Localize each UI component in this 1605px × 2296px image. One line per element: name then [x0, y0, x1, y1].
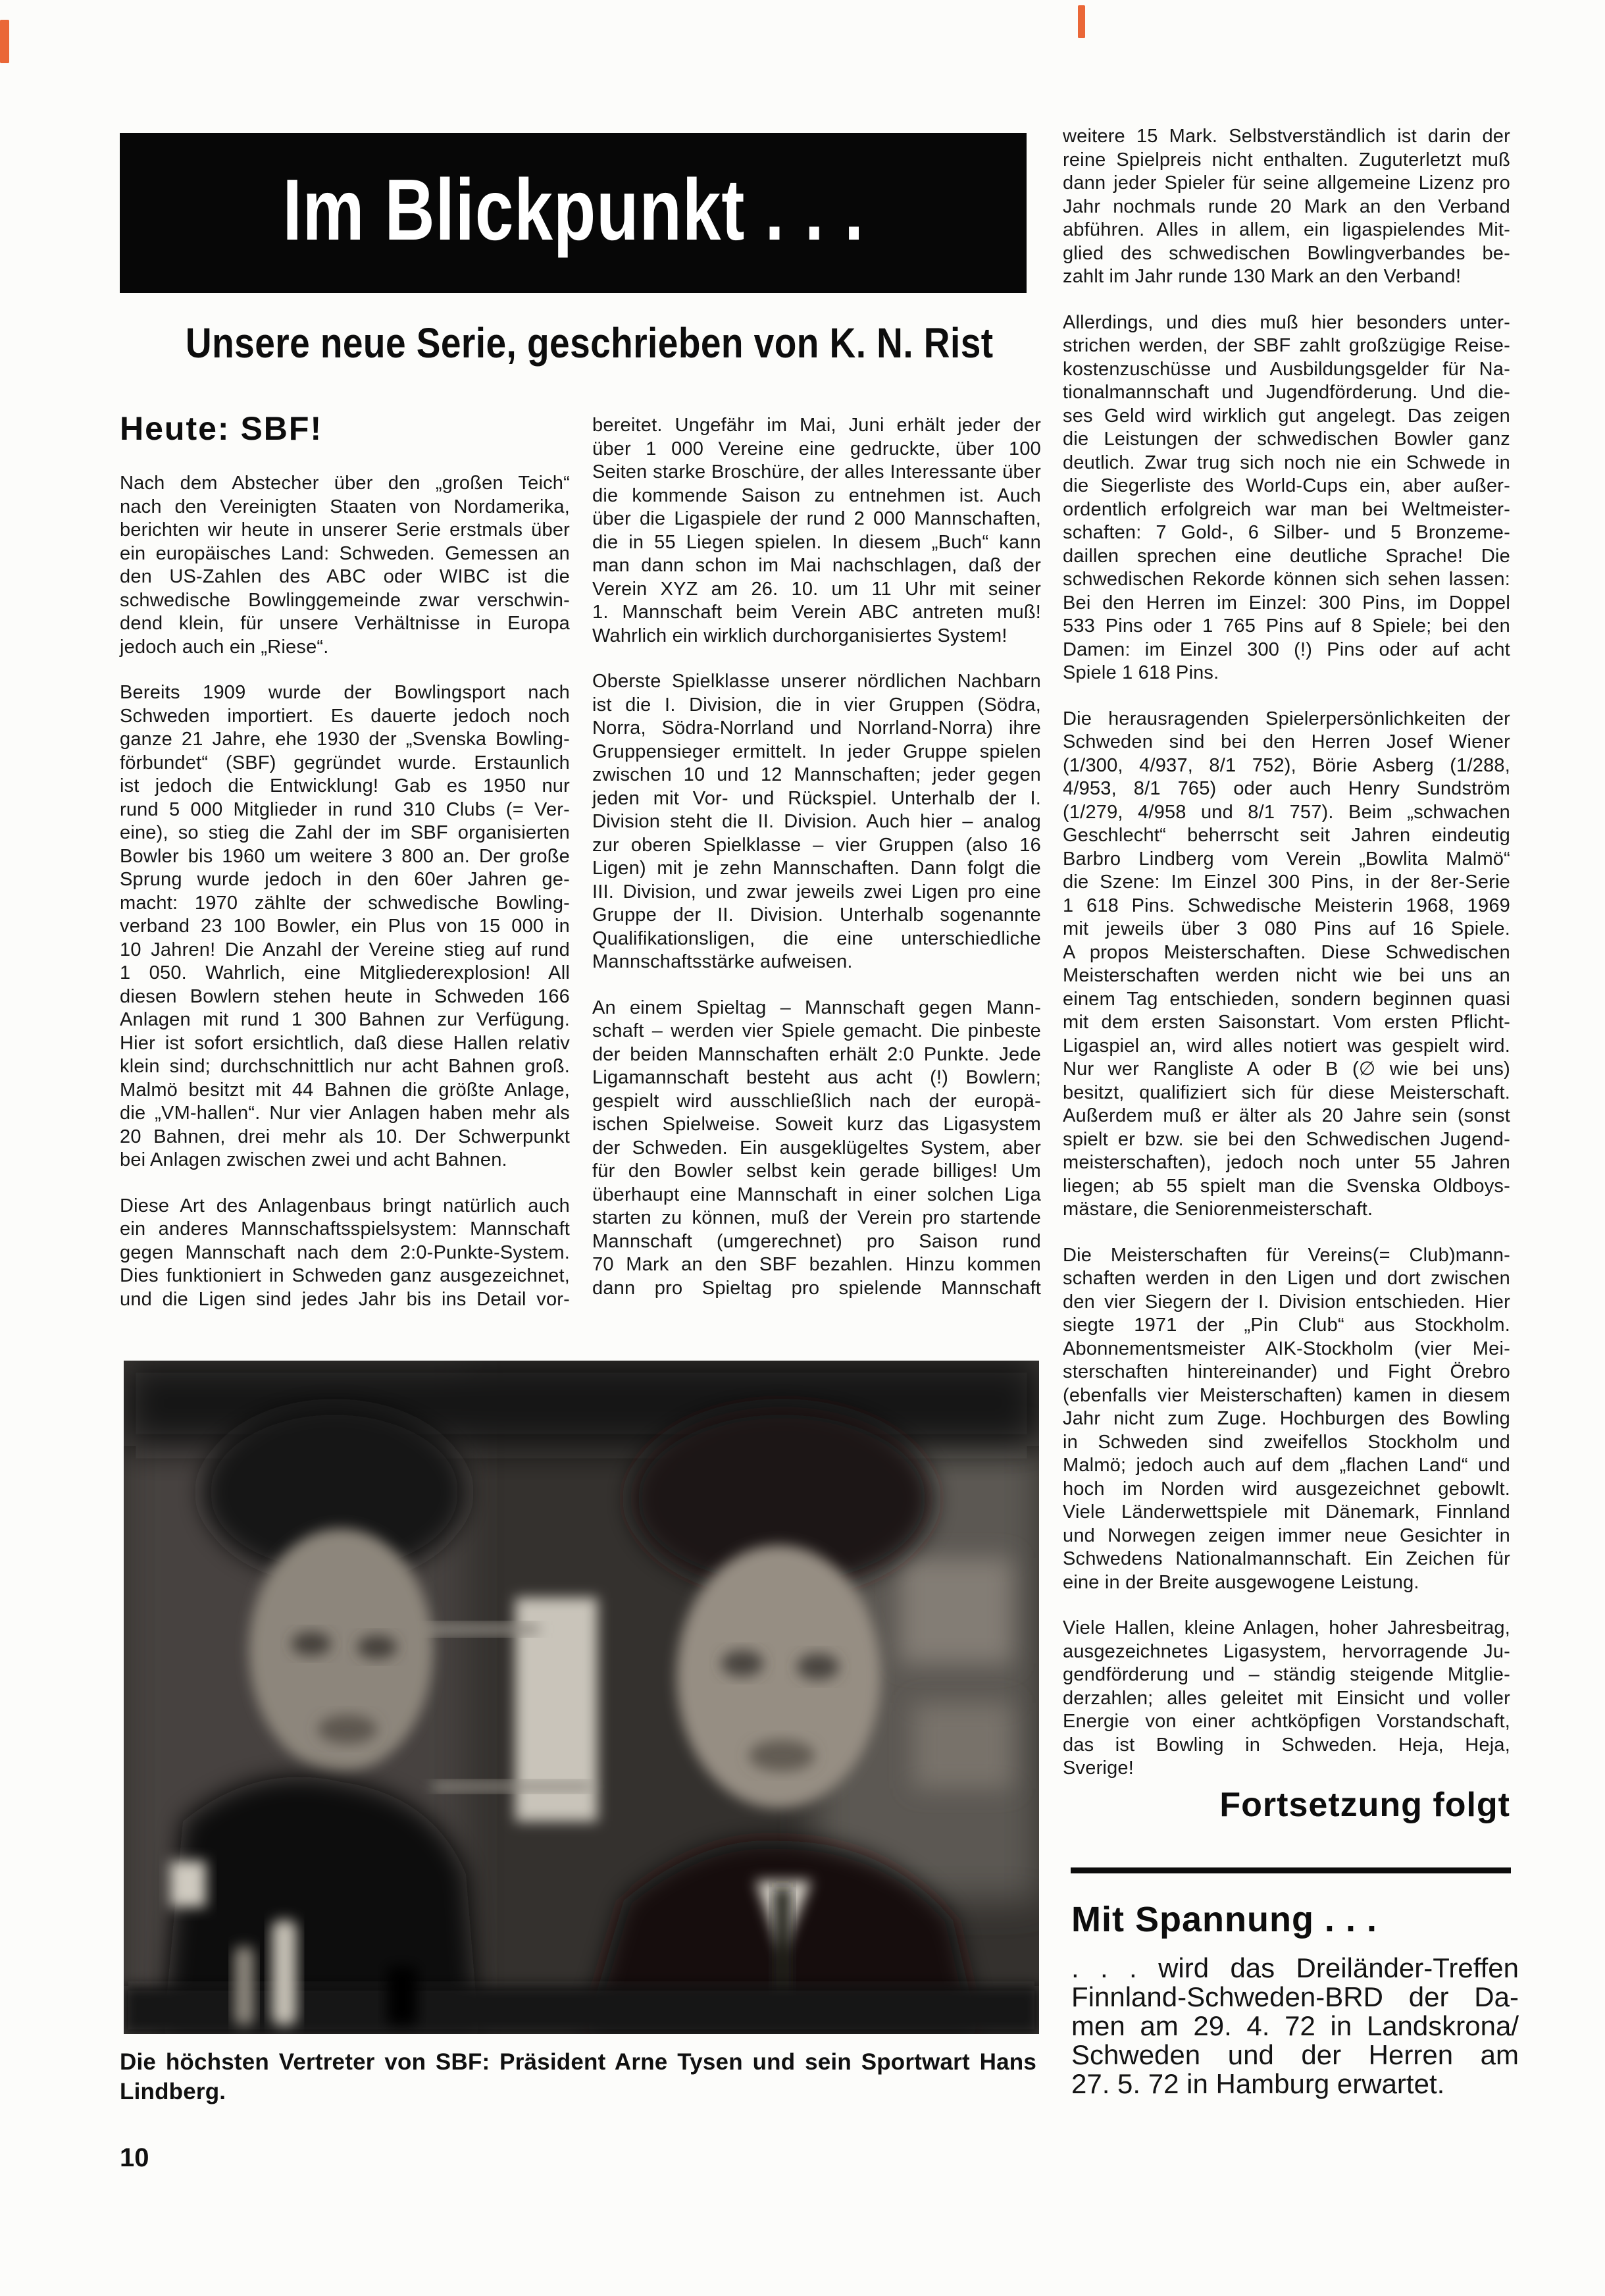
- text-line: meisterschaften), jedoch noch unter 55 Jahren: [1063, 1152, 1510, 1173]
- text-line: Verein XYZ am 26. 10. um 11 Uhr mit seiner: [592, 578, 1041, 600]
- text-line: diesen Bowlern stehen heute in Schweden 166: [120, 985, 570, 1007]
- series-subtitle: [120, 319, 1027, 367]
- text-line: ischen Spielweise. Soweit kurz das Ligasystem: [592, 1114, 1041, 1135]
- text-line: hoch im Norden wird ausgezeichnet gebowlt.: [1063, 1478, 1510, 1500]
- text-line: ses Geld wird wirklich gut angelegt. Das zeigen: [1063, 405, 1510, 427]
- text-line: Ligen) mit je zehn Mannschaften. Dann folgt die: [592, 858, 1041, 879]
- text-line: die Siegerliste des World-Cups ein, aber außer-: [1063, 475, 1510, 496]
- text-line: sterschaften hintereinander) und Fight Örebro: [1063, 1361, 1510, 1382]
- text-line: förbundet“ (SBF) gegründet wurde. Erstaunlich: [120, 752, 570, 773]
- text-line: A propos Meisterschaften. Diese Schwedischen: [1063, 941, 1510, 963]
- text-line: dann pro Spieltag pro spielende Mannschaft: [592, 1277, 1041, 1299]
- text-line: 1. Mannschaft beim Verein ABC antreten muß!: [592, 602, 1041, 623]
- text-line: Außerdem muß er älter als 20 Jahre sein (sonst: [1063, 1105, 1510, 1126]
- scan-mark-left: [0, 20, 9, 63]
- section-divider: [1071, 1867, 1511, 1873]
- text-line: 533 Pins oder 1 765 Pins auf 8 Spiele; bei den: [1063, 615, 1510, 637]
- text-line: Hier ist sofort ersichtlich, daß diese Hallen relativ: [120, 1032, 570, 1054]
- text-line: 70 Mark an den SBF bezahlen. Hinzu kommen: [592, 1254, 1041, 1275]
- text-line: jedoch auch ein „Riese“.: [120, 636, 329, 658]
- text-line: dend klein, für unsere Verhältnisse in Europa: [120, 613, 570, 634]
- text-line: glied des schwedischen Bowlingverbandes be-: [1063, 242, 1510, 264]
- article-heading: Heute: SBF!: [120, 410, 323, 447]
- text-line: tionalmannschaft und Jugendförderung. Und die-: [1063, 382, 1510, 403]
- text-line: gespielt wird ausschließlich nach der europä-: [592, 1090, 1041, 1112]
- text-line: 20 Bahnen, drei mehr als 10. Der Schwerpunkt: [120, 1126, 570, 1147]
- paragraph: [120, 1195, 570, 1312]
- text-line: Malmö besitzt mit 44 Bahnen die größte Anlage,: [120, 1079, 570, 1101]
- text-line: ganze 21 Jahre, ehe 1930 der „Svenska Bowling-: [120, 729, 570, 750]
- text-line: Damen: im Einzel 300 (!) Pins oder auf acht: [1063, 639, 1510, 660]
- text-line: Sverige!: [1063, 1758, 1134, 1779]
- text-line: Bereits 1909 wurde der Bowlingsport nach: [120, 682, 570, 703]
- text-line: Die höchsten Vertreter von SBF: Präsident Arne Tysen und sein Sportwart Hans: [120, 2049, 1036, 2075]
- text-line: und Norwegen zeigen immer neue Gesichter in: [1063, 1525, 1510, 1546]
- text-line: bei Anlagen zwischen zwei und acht Bahnen.: [120, 1149, 507, 1170]
- text-line: Norra, Södra-Norrland und Norrland-Norra) ihre: [592, 718, 1041, 739]
- text-line: 4/953, 8/1 765) oder auch Henry Sundström: [1063, 778, 1510, 799]
- text-line: eine), so stieg die Zahl der im SBF organisierten: [120, 822, 570, 843]
- series-banner-title: Im Blickpunkt . . .: [282, 161, 864, 258]
- paragraph: [120, 472, 570, 659]
- text-line: in Schweden sind zweifellos Stockholm und: [1063, 1431, 1510, 1453]
- paragraph: [592, 670, 1041, 974]
- text-line: Bei den Herren im Einzel: 300 Pins, im Doppel: [1063, 592, 1510, 613]
- text-line: Die Meisterschaften für Vereins(= Club)mann-: [1063, 1244, 1510, 1266]
- text-line: Nach dem Abstecher über den „großen Teich“: [120, 473, 570, 494]
- text-line: zahlt im Jahr runde 130 Mark an den Verband!: [1063, 266, 1462, 287]
- article-photo: [124, 1361, 1039, 2034]
- text-line: ordentlich erfolgreich war man bei Weltmeister-: [1063, 498, 1510, 520]
- continuation-note: Fortsetzung folgt: [1219, 1786, 1510, 1824]
- teaser-heading: Mit Spannung . . .: [1071, 1900, 1377, 1939]
- text-line: verband 23 100 Bowler, ein Plus von 15 000 in: [120, 916, 570, 937]
- text-line: . . . wird das Dreiländer-Treffen: [1071, 1952, 1519, 1983]
- text-line: für den Bowler selbst kein gerade billiges! Um: [592, 1161, 1041, 1182]
- text-line: Gruppe der II. Division. Unterhalb sogenannte: [592, 904, 1041, 926]
- teaser-body: [1071, 1954, 1519, 2099]
- text-line: Sprung wurde jedoch in den 60er Jahren ge-: [120, 869, 570, 890]
- page-number: 10: [120, 2143, 149, 2172]
- text-line: man dann schon im Mai nachschlagen, daß der: [592, 555, 1041, 576]
- text-line: gendförderung und – ständig steigende Mitglie-: [1063, 1664, 1510, 1685]
- text-line: (1/300, 4/937, 8/1 752), Börie Asberg (1/288,: [1063, 754, 1510, 776]
- text-line: Mannschaft (umgerechnet) pro Saison rund: [592, 1230, 1041, 1252]
- text-line: Jahr nicht zum Zuge. Hochburgen des Bowling: [1063, 1408, 1510, 1429]
- text-line: Qualifikationsligen, die eine unterschiedliche: [592, 927, 1041, 949]
- text-line: siegte 1971 der „Pin Club“ aus Stockholm.: [1063, 1315, 1510, 1336]
- text-line: die „VM-hallen“. Nur vier Anlagen haben mehr als: [120, 1103, 570, 1124]
- line-group: [120, 2047, 1036, 2106]
- text-line: die in 55 Liegen spielen. In diesem „Buch“ kann: [592, 531, 1041, 553]
- text-line: mit dem ersten Saisonstart. Vom ersten Pflicht-: [1063, 1012, 1510, 1033]
- text-line: der Schweden. Ein ausgeklügeltes System, aber: [592, 1137, 1041, 1159]
- text-line: 27. 5. 72 in Hamburg erwartet.: [1071, 2068, 1445, 2099]
- text-line: jeden mit Vor- und Rückspiel. Unterhalb der I.: [592, 787, 1041, 809]
- text-line: schwedische Bowlinggemeinde zwar verschwin-: [120, 589, 570, 611]
- text-line: Abonnementsmeister AIK-Stockholm (vier Mei-: [1063, 1338, 1510, 1359]
- text-line: daillen sprechen eine deutliche Sprache! Die: [1063, 545, 1510, 567]
- photo-caption: [120, 2047, 1036, 2106]
- text-line: 10 Jahren! Die Anzahl der Vereine stieg auf rund: [120, 939, 570, 960]
- text-line: einem Tag entschieden, sondern beginnen quasi: [1063, 988, 1510, 1010]
- text-line: Division steht die II. Division. Auch hier – analog: [592, 811, 1041, 832]
- text-line: Schwedens Nationalmannschaft. Ein Zeichen für: [1063, 1548, 1510, 1569]
- text-line: dann jeder Spieler für seine allgemeine Lizenz pro: [1063, 172, 1510, 194]
- text-line: Anlagen mit rund 1 300 Bahnen zur Verfügung.: [120, 1009, 570, 1030]
- text-line: Barbro Lindberg vom Verein „Bowlita Malmö“: [1063, 848, 1510, 870]
- text-line: die kommende Saison zu entnehmen ist. Auch: [592, 484, 1041, 506]
- text-line: An einem Spieltag – Mannschaft gegen Mann-: [592, 997, 1041, 1018]
- article-column-1: [120, 472, 570, 1311]
- text-line: ist jedoch die Entwicklung! Gab es 1950 nur: [120, 775, 570, 796]
- text-line: men am 29. 4. 72 in Landskrona/: [1071, 2010, 1519, 2041]
- text-line: spielt er bzw. sie bei den Schwedischen Jugend-: [1063, 1128, 1510, 1150]
- text-line: das ist Bowling in Schweden. Heja, Heja,: [1063, 1734, 1510, 1756]
- text-line: Schweden sind bei den Herren Josef Wiener: [1063, 731, 1510, 752]
- text-line: Mannschaftsstärke aufweisen.: [592, 951, 853, 972]
- text-line: nach den Vereinigten Staaten von Nordamerika,: [120, 496, 570, 517]
- text-line: den US-Zahlen des ABC oder WIBC ist die: [120, 566, 570, 587]
- text-line: weitere 15 Mark. Selbstverständlich ist darin der: [1063, 126, 1510, 147]
- paragraph: [1063, 1244, 1510, 1595]
- text-line: abführen. Alles in allem, ein ligaspielendes Mit-: [1063, 219, 1510, 240]
- text-line: Seiten starke Broschüre, der alles Interessante über: [592, 461, 1041, 483]
- text-line: liegen; ab 55 spielt man die Svenska Oldboys-: [1063, 1175, 1510, 1197]
- text-line: Diese Art des Anlagenbaus bringt natürlich auch: [120, 1195, 570, 1216]
- scan-mark-top: [1078, 5, 1085, 38]
- text-line: berichten wir heute in unserer Serie erstmals über: [120, 519, 570, 540]
- text-line: Viele Hallen, kleine Anlagen, hoher Jahresbeitrag,: [1063, 1617, 1510, 1638]
- text-line: gegen Mannschaft nach dem 2:0-Punkte-System.: [120, 1241, 570, 1263]
- text-line: Wahrlich ein wirklich durchorganisiertes System!: [592, 625, 1007, 646]
- text-line: der beiden Mannschaften erhält 2:0 Punkte. Jede: [592, 1043, 1041, 1065]
- text-line: (1/279, 4/958 und 8/1 757). Beim „schwachen: [1063, 801, 1510, 823]
- text-line: (ebenfalls vier Meisterschaften) kamen in diesem: [1063, 1384, 1510, 1406]
- text-line: Nur wer Rangliste A oder B (∅ wie bei uns): [1063, 1058, 1510, 1080]
- paragraph: [120, 681, 570, 1172]
- text-line: mästare, die Seniorenmeisterschaft.: [1063, 1199, 1373, 1220]
- article-column-2: [592, 414, 1041, 1300]
- series-subtitle-text: Unsere neue Serie, geschrieben von K. N. Rist: [185, 319, 994, 367]
- text-line: die Szene: Im Einzel 300 Pins, in der 8er-Serie: [1063, 872, 1510, 893]
- text-line: Schweden und der Herren am: [1071, 2039, 1519, 2070]
- text-line: Energie von einer achtköpfigen Vorstandschaft,: [1063, 1711, 1510, 1732]
- text-line: Lindberg.: [120, 2079, 226, 2104]
- text-line: Gruppensieger ermittelt. In jeder Gruppe spielen: [592, 741, 1041, 762]
- photo-illustration: [124, 1361, 1039, 2034]
- text-line: III. Division, und zwar jeweils zwei Ligen pro eine: [592, 881, 1041, 902]
- text-line: strichen werden, der SBF zahlt großzügige Reise-: [1063, 335, 1510, 356]
- line-group: [1071, 1954, 1519, 2099]
- text-line: die Leistungen der schwedischen Bowler ganz: [1063, 429, 1510, 450]
- text-line: über die Ligaspiele der rund 2 000 Mannschaften,: [592, 508, 1041, 529]
- text-line: bereitet. Ungefähr im Mai, Juni erhält jeder der: [592, 415, 1041, 436]
- text-line: Schweden importiert. Es dauerte jedoch noch: [120, 705, 570, 727]
- text-line: Geschlecht“ beherrscht seit Jahren eindeutig: [1063, 825, 1510, 846]
- text-line: ein anderes Mannschaftsspielsystem: Mannschaft: [120, 1218, 570, 1239]
- text-line: Die herausragenden Spielerpersönlichkeiten der: [1063, 708, 1510, 729]
- text-line: Jahr nochmals runde 20 Mark an den Verband: [1063, 196, 1510, 217]
- text-line: Spiele 1 618 Pins.: [1063, 662, 1219, 683]
- article-column-3: [1063, 125, 1510, 1781]
- text-line: schaft – werden vier Spiele gemacht. Die pinbeste: [592, 1020, 1041, 1041]
- text-line: klein sind; durchschnittlich nur acht Bahnen groß.: [120, 1056, 570, 1077]
- text-line: mit jeweils über 3 080 Pins auf 16 Spiele.: [1063, 918, 1510, 939]
- paragraph: [1063, 125, 1510, 289]
- paragraph: [1063, 311, 1510, 685]
- text-line: 1 050. Wahrlich, eine Mitgliederexplosion! All: [120, 962, 570, 983]
- text-line: starten zu können, muß der Verein pro startende: [592, 1207, 1041, 1228]
- text-line: schaften werden in den Ligen und dort zwischen: [1063, 1268, 1510, 1289]
- text-line: derzahlen; alles geleitet mit Einsicht und voller: [1063, 1687, 1510, 1709]
- text-line: rund 5 000 Mitglieder in rund 310 Clubs (= Ver-: [120, 798, 570, 820]
- text-line: ausgezeichnetes Ligasystem, hervorragende Ju-: [1063, 1640, 1510, 1662]
- text-line: macht: 1970 zählte der schwedische Bowling-: [120, 892, 570, 914]
- text-line: Malmö; jedoch auch auf dem „flachen Land“ und: [1063, 1455, 1510, 1476]
- text-line: Bowler bis 1960 um weitere 3 800 an. Der große: [120, 845, 570, 867]
- text-line: den vier Siegern der I. Division entschieden. Hier: [1063, 1291, 1510, 1313]
- text-line: Allerdings, und dies muß hier besonders unter-: [1063, 311, 1510, 333]
- text-line: Finnland-Schweden-BRD der Da-: [1071, 1981, 1519, 2012]
- text-line: zwischen 10 und 12 Mannschaften; jeder gegen: [592, 764, 1041, 785]
- series-banner: [120, 133, 1027, 293]
- text-line: Viele Länderwettspiele mit Dänemark, Finnland: [1063, 1501, 1510, 1523]
- paragraph: [592, 997, 1041, 1301]
- text-line: Meisterschaften werden nicht wie bei uns an: [1063, 965, 1510, 986]
- text-line: Ligamannschaft besteht aus acht (!) Bowlern;: [592, 1067, 1041, 1088]
- text-line: ist die I. Division, die in vier Gruppen (Södra,: [592, 694, 1041, 716]
- text-line: 1 618 Pins. Schwedische Meisterin 1968, 1969: [1063, 895, 1510, 916]
- text-line: über 1 000 Vereine eine gedruckte, über 100: [592, 438, 1041, 459]
- paragraph: [1063, 1617, 1510, 1781]
- text-line: besitzt, qualifiziert sich für diese Meisterschaft.: [1063, 1082, 1510, 1103]
- paragraph: [1063, 708, 1510, 1222]
- text-line: kostenzuschüsse und Ausbildungsgelder für Na-: [1063, 358, 1510, 380]
- text-line: und die Ligen sind jedes Jahr bis ins Detail vor-: [120, 1288, 570, 1310]
- text-line: eine in der Breite ausgewogene Leistung.: [1063, 1571, 1419, 1593]
- text-line: ein europäisches Land: Schweden. Gemessen an: [120, 542, 570, 564]
- text-line: Dies funktioniert in Schweden ganz ausgezeichnet,: [120, 1265, 570, 1286]
- text-line: Ligaspiel an, wird alles notiert was gespielt wird.: [1063, 1035, 1510, 1057]
- text-line: schaften: 7 Gold-, 6 Silber- und 5 Bronzeme-: [1063, 522, 1510, 543]
- text-line: reine Spielpreis nicht enthalten. Zuguterletzt muß: [1063, 149, 1510, 170]
- paragraph: [592, 414, 1041, 648]
- text-line: zur oberen Spielklasse – vier Gruppen (also 16: [592, 834, 1041, 856]
- text-line: deutlich. Zwar trug sich noch nie ein Schwede in: [1063, 452, 1510, 473]
- text-line: überhaupt eine Mannschaft in einer solchen Liga: [592, 1184, 1041, 1205]
- text-line: Oberste Spielklasse unserer nördlichen Nachbarn: [592, 671, 1041, 692]
- text-line: schwedischen Rekorde können sich sehen lassen:: [1063, 569, 1510, 590]
